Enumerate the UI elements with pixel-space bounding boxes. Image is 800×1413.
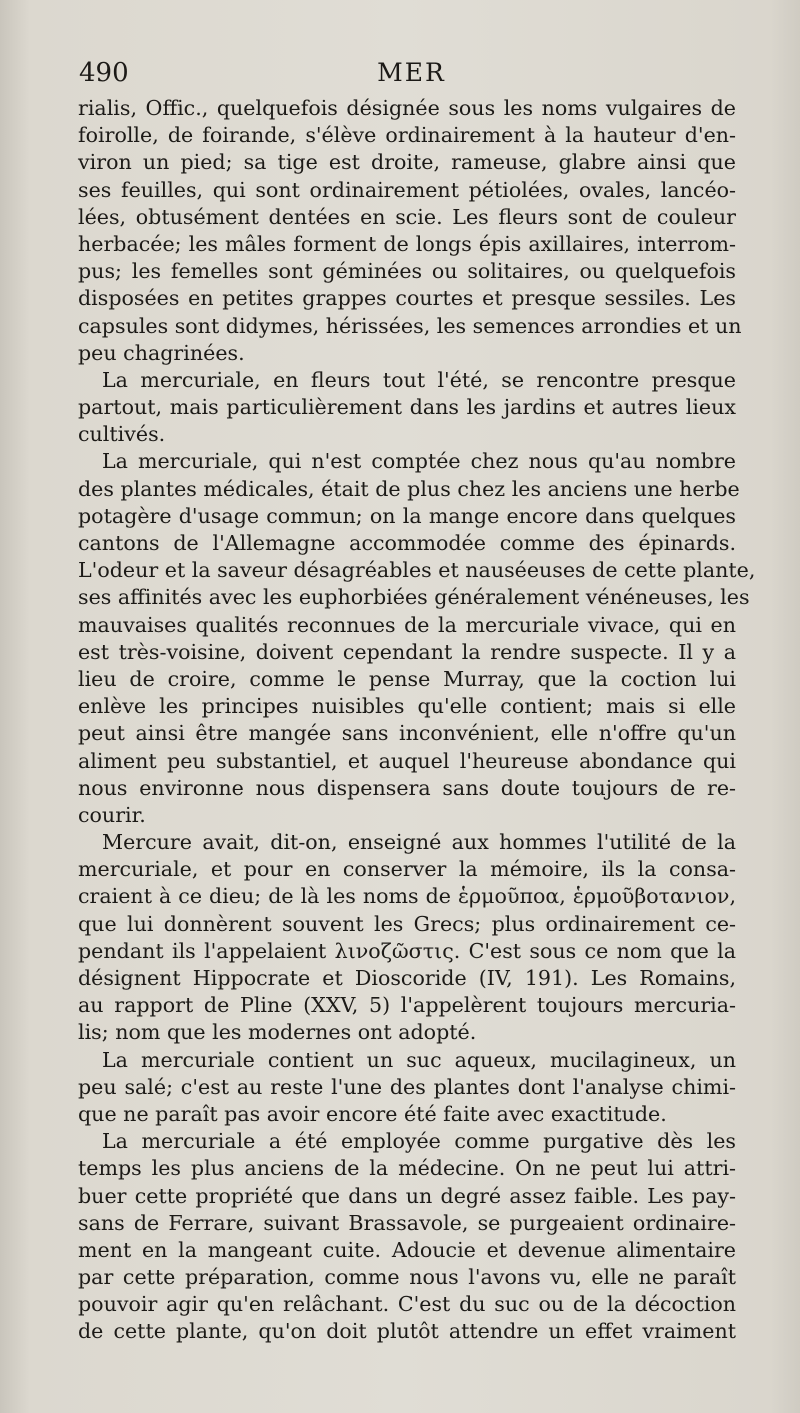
text-line: désignent Hippocrate et Dioscoride (IV, 191). Les Romains, <box>78 966 736 990</box>
text-line: nous environne nous dispensera sans doute toujours de re- <box>78 775 736 800</box>
text-line: pendant ils l'appelaient λινοζῶστις. C'est sous ce nom que la <box>78 938 736 963</box>
text-line: foirolle, de foirande, s'élève ordinairement à la hauteur d'en- <box>78 123 736 148</box>
text-line: La mercuriale contient un suc aqueux, mucilagineux, un <box>102 1047 736 1072</box>
text-line: peu chagrinées. <box>78 340 245 365</box>
body-text <box>78 95 756 1346</box>
text-line: par cette préparation, comme nous l'avons vu, elle ne paraît <box>78 1265 736 1290</box>
text-line: La mercuriale a été employée comme purgative dès les <box>102 1129 736 1154</box>
text-line: partout, mais particulièrement dans les jardins et autres lieux <box>78 395 736 420</box>
text-line: pus; les femelles sont géminées ou solitaires, ou quelquefois <box>78 259 736 284</box>
text-line: que lui donnèrent souvent les Grecs; plus ordinairement ce- <box>78 911 736 936</box>
text-line: de cette plante, qu'on doit plutôt attendre un effet vraiment <box>78 1319 736 1344</box>
text-line: disposées en petites grappes courtes et presque sessiles. Les <box>78 286 736 311</box>
text-line: mauvaises qualités reconnues de la mercuriale vivace, qui en <box>78 612 736 637</box>
page-number: 490 <box>79 58 129 88</box>
text-line: peut ainsi être mangée sans inconvénient, elle n'offre qu'un <box>78 721 736 746</box>
text-line: cantons de l'Allemagne accommodée comme des épinards. <box>78 531 736 555</box>
text-line: ses affinités avec les euphorbiées généralement vénéneuses, les <box>78 585 750 610</box>
text-line: L'odeur et la saveur désagréables et nauséeuses de cette plante, <box>78 558 756 583</box>
text-line: herbacée; les mâles forment de longs épis axillaires, interrom- <box>78 231 736 256</box>
page-header <box>75 58 748 94</box>
text-line: que ne paraît pas avoir encore été faite avec exactitude. <box>78 1101 667 1126</box>
text-line: capsules sont didymes, hérissées, les semences arrondies et un <box>78 313 742 338</box>
text-line: lieu de croire, comme le pense Murray, que la coction lui <box>78 666 736 691</box>
text-line: ment en la mangeant cuite. Adoucie et devenue alimentaire <box>78 1237 736 1262</box>
text-line: La mercuriale, en fleurs tout l'été, se rencontre presque <box>102 367 736 392</box>
text-line: buer cette propriété que dans un degré assez faible. Les pay- <box>78 1183 736 1208</box>
text-line: Mercure avait, dit-on, enseigné aux hommes l'utilité de la <box>102 830 736 855</box>
text-line: lis; nom que les modernes ont adopté. <box>78 1020 477 1045</box>
text-line: viron un pied; sa tige est droite, rameuse, glabre ainsi que <box>78 150 736 175</box>
text-line: aliment peu substantiel, et auquel l'heureuse abondance qui <box>78 748 736 773</box>
text-line: courir. <box>78 802 146 827</box>
text-line: est très-voisine, doivent cependant la rendre suspecte. Il y a <box>78 639 736 664</box>
text-line: enlève les principes nuisibles qu'elle contient; mais si elle <box>78 694 736 719</box>
text-line: au rapport de Pline (XXV, 5) l'appelèrent toujours mercuria- <box>78 993 736 1018</box>
text-line: craient à ce dieu; de là les noms de ἑρμοῦποα, ἑρμοῦβοτανιον, <box>78 884 736 909</box>
text-line: mercuriale, et pour en conserver la mémoire, ils la consa- <box>78 857 736 882</box>
running-title: MER <box>377 58 446 87</box>
text-line: peu salé; c'est au reste l'une des plantes dont l'analyse chimi- <box>78 1074 736 1099</box>
text-line: potagère d'usage commun; on la mange encore dans quelques <box>78 503 736 528</box>
text-line: des plantes médicales, était de plus chez les anciens une herbe <box>78 476 740 501</box>
text-line: temps les plus anciens de la médecine. On ne peut lui attri- <box>78 1156 736 1181</box>
text-line: cultivés. <box>78 422 166 447</box>
text-line: pouvoir agir qu'en relâchant. C'est du suc ou de la décoction <box>78 1292 736 1317</box>
text-line: lées, obtusément dentées en scie. Les fleurs sont de couleur <box>78 204 736 229</box>
text-line: sans de Ferrare, suivant Brassavole, se purgeaient ordinaire- <box>78 1210 736 1235</box>
text-line: ses feuilles, qui sont ordinairement pétiolées, ovales, lancéo- <box>78 177 736 202</box>
text-line: La mercuriale, qui n'est comptée chez nous qu'au nombre <box>102 449 736 474</box>
text-line: rialis, Offic., quelquefois désignée sous les noms vulgaires de <box>78 96 736 120</box>
